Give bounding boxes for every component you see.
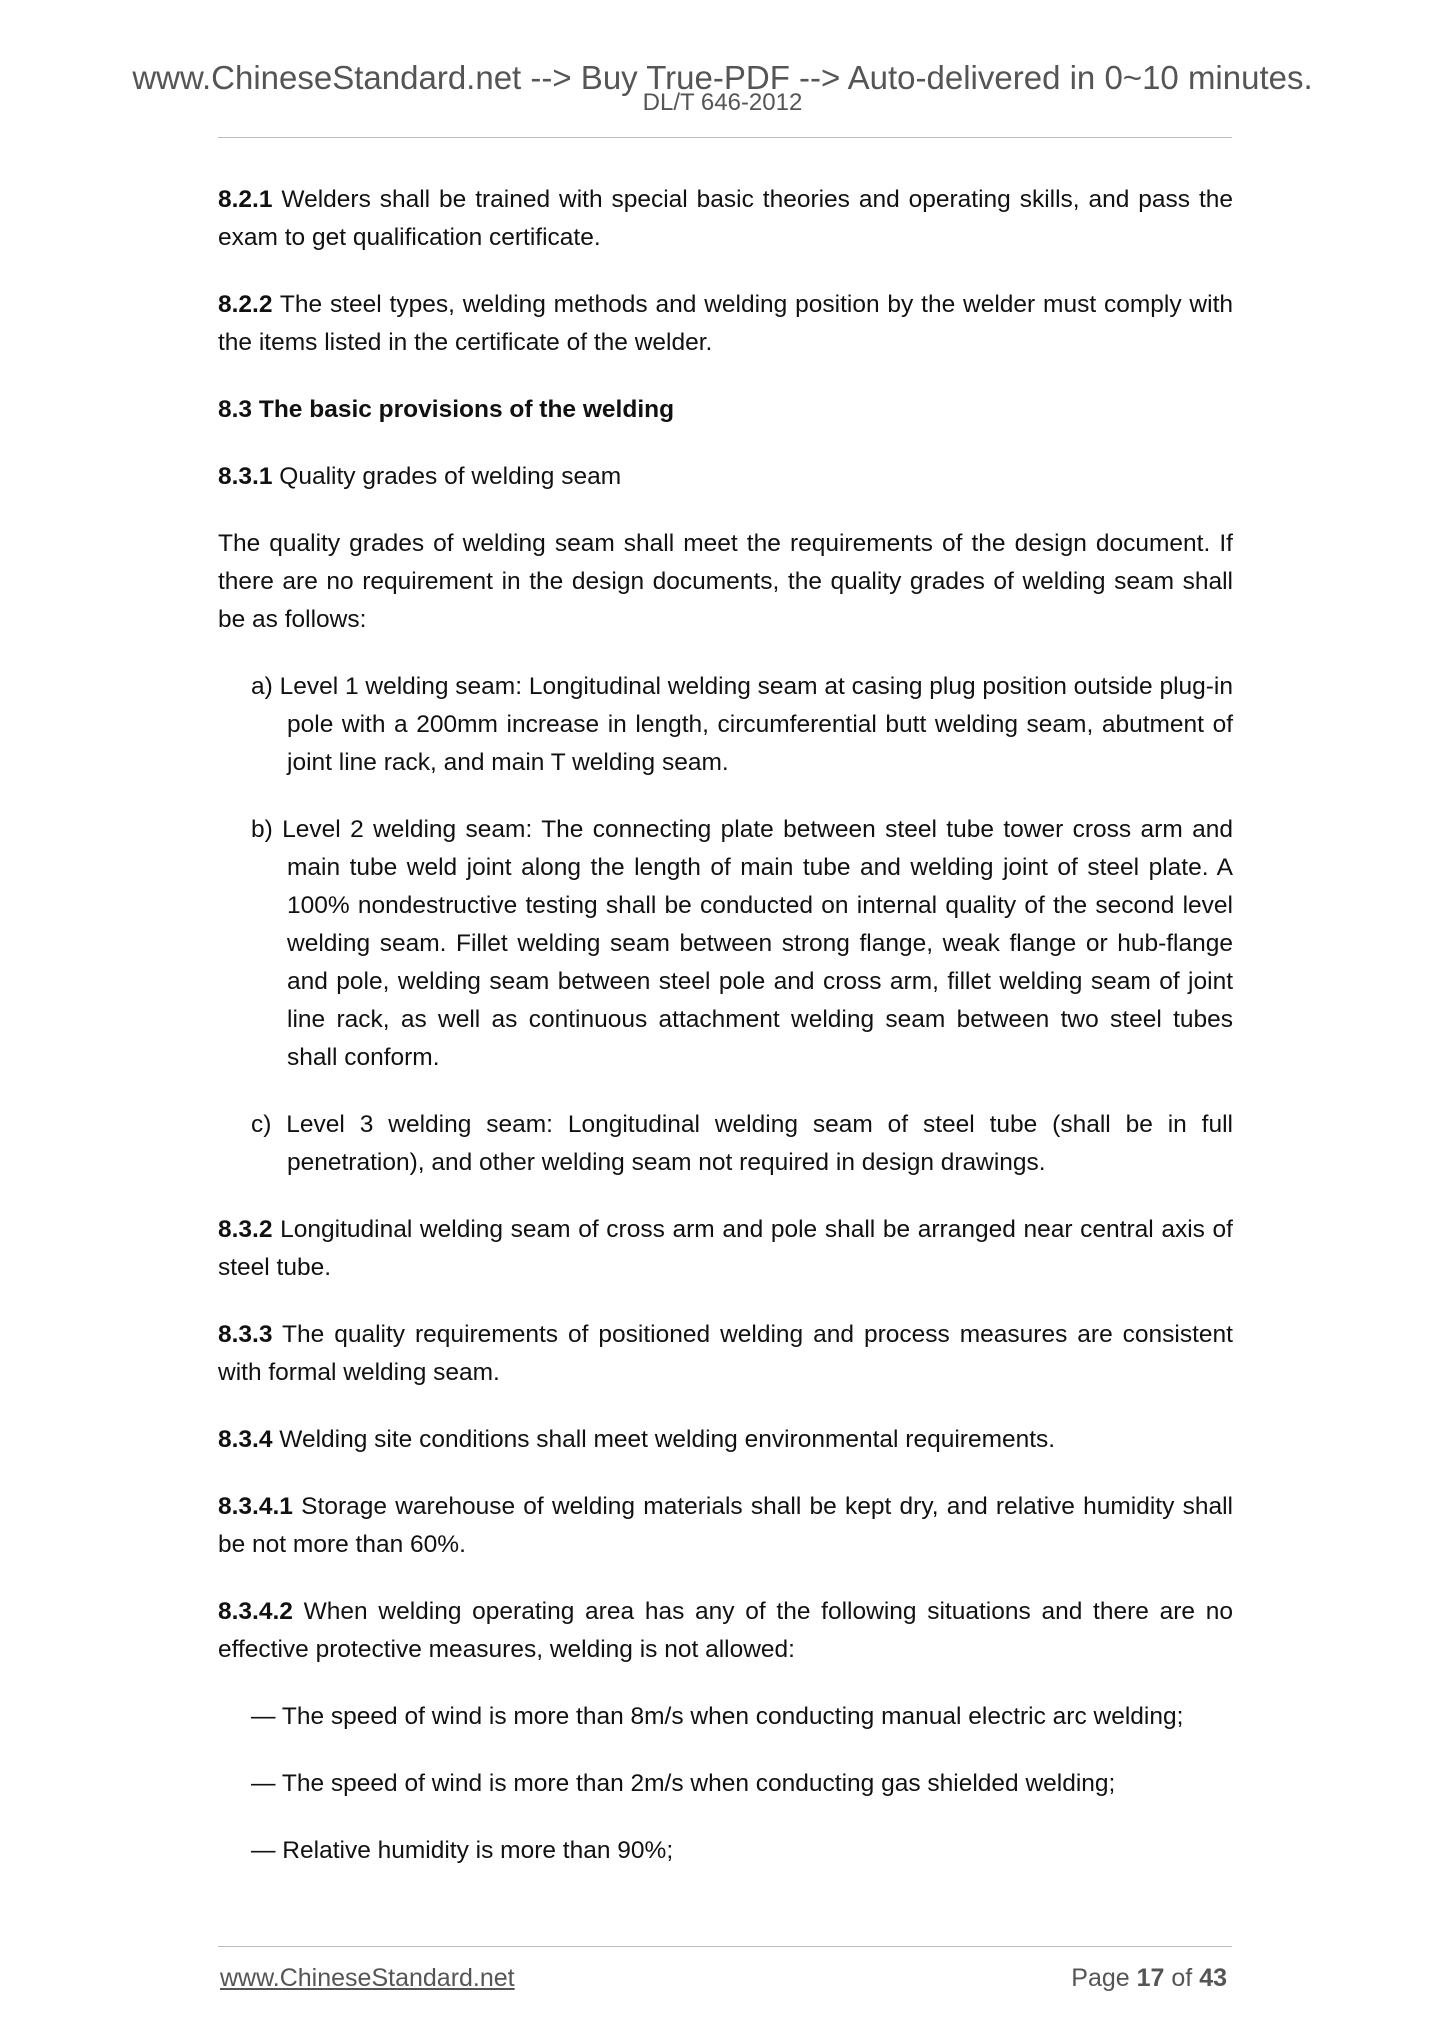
clause-number: 8.3.3 bbox=[218, 1321, 273, 1348]
clause-number: 8.3.2 bbox=[218, 1216, 273, 1243]
clause-text: Welding site conditions shall meet welding environmental requirements. bbox=[272, 1426, 1056, 1453]
dash-item-wind-arc: — The speed of wind is more than 8m/s when conducting manual electric arc welding; bbox=[251, 1703, 1184, 1730]
header-divider bbox=[218, 137, 1232, 138]
clause-8-2-2 bbox=[218, 286, 1233, 362]
list-item-a: a) Level 1 welding seam: Longitudinal welding seam at casing plug position outside plug-in pole with a 200mm increase in length, circumferential butt welding seam, abutment of joint line rack, and main T welding seam. bbox=[251, 673, 1233, 776]
clause-8-3-4-2 bbox=[218, 1593, 1233, 1669]
clause-number: 8.3.1 bbox=[218, 463, 273, 490]
clause-8-3-1-body: The quality grades of welding seam shall meet the requirements of the design document. If there are no requirement in the design documents, the quality grades of welding seam shall be as follows: bbox=[218, 530, 1233, 633]
clause-8-3-4 bbox=[218, 1421, 1233, 1459]
page-indicator bbox=[1071, 1962, 1227, 1994]
clause-text: When welding operating area has any of the following situations and there are no effective protective measures, welding is not allowed: bbox=[218, 1598, 1233, 1663]
site-banner[interactable]: www.ChineseStandard.net --> Buy True-PDF --> Auto-delivered in 0~10 minutes. bbox=[132, 59, 1313, 96]
clause-8-2-1 bbox=[218, 181, 1233, 257]
clause-8-3-1 bbox=[218, 458, 1233, 496]
page-mid: of bbox=[1164, 1964, 1200, 1992]
clause-text: The steel types, welding methods and welding position by the welder must comply with the items listed in the certificate of the welder. bbox=[218, 291, 1233, 356]
footer-divider bbox=[218, 1946, 1232, 1947]
list-item-c: c) Level 3 welding seam: Longitudinal welding seam of steel tube (shall be in full penetration), and other welding seam not required in design drawings. bbox=[251, 1111, 1233, 1176]
document-code: DL/T 646-2012 bbox=[642, 89, 803, 116]
clause-text: Welders shall be trained with special basic theories and operating skills, and pass the exam to get qualification certificate. bbox=[218, 186, 1233, 251]
dash-item-humidity: — Relative humidity is more than 90%; bbox=[251, 1837, 674, 1864]
page-current: 17 bbox=[1136, 1964, 1165, 1992]
clause-number: 8.2.2 bbox=[218, 291, 273, 318]
clause-8-3-3 bbox=[218, 1316, 1233, 1392]
clause-text: Longitudinal welding seam of cross arm and pole shall be arranged near central axis of steel tube. bbox=[218, 1216, 1233, 1281]
clause-8-3-4-1 bbox=[218, 1488, 1233, 1564]
clause-text: Quality grades of welding seam bbox=[272, 463, 622, 490]
dash-item-wind-gas: — The speed of wind is more than 2m/s when conducting gas shielded welding; bbox=[251, 1770, 1116, 1797]
document-body bbox=[218, 181, 1233, 1899]
clause-number: 8.3.4.1 bbox=[218, 1493, 293, 1520]
clause-text: The quality requirements of positioned welding and process measures are consistent with formal welding seam. bbox=[218, 1321, 1233, 1386]
clause-number: 8.2.1 bbox=[218, 186, 273, 213]
footer-site-link[interactable]: www.ChineseStandard.net bbox=[220, 1964, 515, 1992]
clause-8-3-2 bbox=[218, 1211, 1233, 1287]
section-heading-8-3: 8.3 The basic provisions of the welding bbox=[218, 396, 675, 423]
clause-text: Storage warehouse of welding materials shall be kept dry, and relative humidity shall be not more than 60%. bbox=[218, 1493, 1233, 1558]
clause-number: 8.3.4 bbox=[218, 1426, 273, 1453]
page-total: 43 bbox=[1199, 1964, 1227, 1992]
clause-number: 8.3.4.2 bbox=[218, 1598, 293, 1625]
list-item-b: b) Level 2 welding seam: The connecting plate between steel tube tower cross arm and main tube weld joint along the length of main tube and welding joint of steel plate. A 100% nondestructive testing shall be conducted on internal quality of the second level welding seam. Fillet welding seam between strong flange, weak flange or hub-flange and pole, welding seam between steel pole and cross arm, fillet welding seam of joint line rack, as well as continuous attachment welding seam between two steel tubes shall conform. bbox=[251, 816, 1233, 1071]
page-prefix: Page bbox=[1071, 1964, 1137, 1992]
